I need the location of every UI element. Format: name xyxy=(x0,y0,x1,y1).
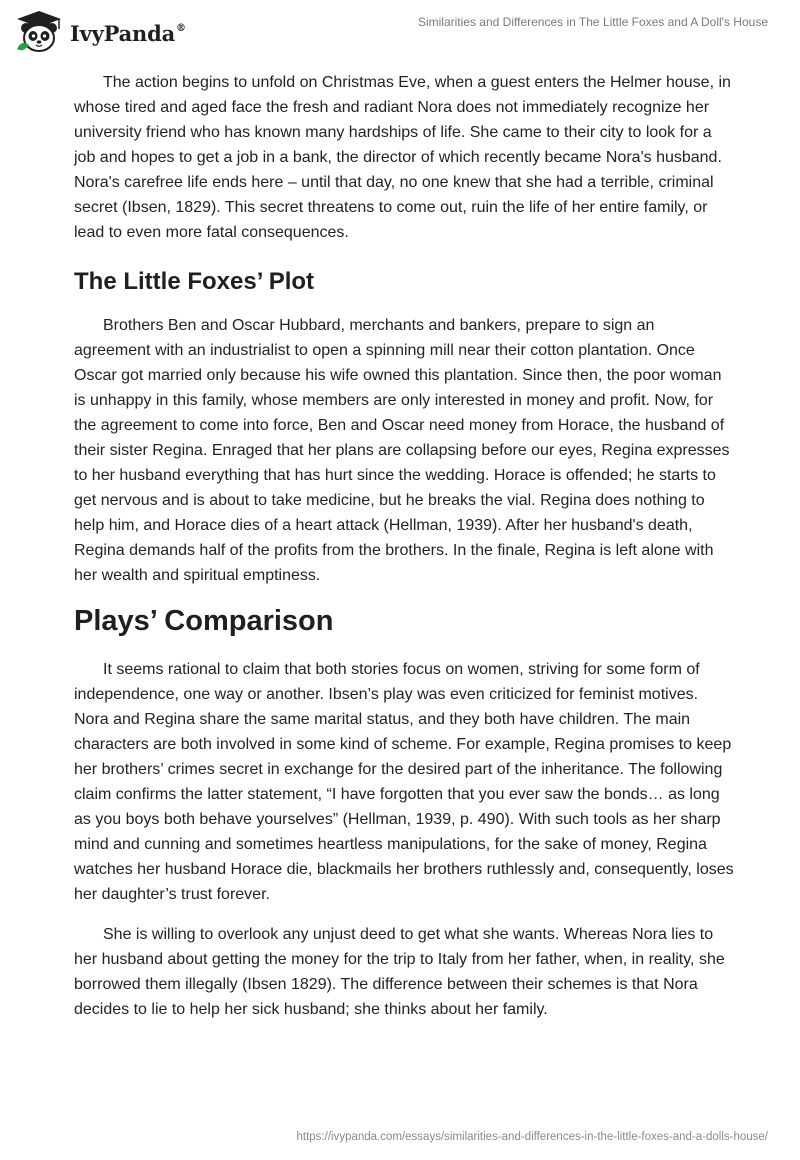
document-title: Similarities and Differences in The Little Foxes and A Doll's House xyxy=(417,15,768,29)
panda-graduate-icon xyxy=(14,9,64,55)
section-heading-plot: The Little Foxes’ Plot xyxy=(74,268,315,295)
essay-content xyxy=(74,70,734,1037)
ivypanda-logo[interactable] xyxy=(14,9,186,55)
brand-name: IvyPanda® xyxy=(70,21,186,46)
source-url-link[interactable]: https://ivypanda.com/essays/similarities-and-differences-in-the-little-foxes-and-a-dolls-house/ xyxy=(296,1131,768,1143)
comparison-paragraph-1: It seems rational to claim that both stories focus on women, striving for some form of independence, one way or another. Ibsen’s play was even criticized for feminist motives. Nora and Regina share the same marital status, and they both have children. The main characters are both involved in some kind of scheme. For example, Regina promises to keep her brothers’ crimes secret in exchange for the desired part of the inheritance. The following claim confirms the latter statement, “I have forgotten that you ever saw the bonds… as long as you boys both behave yourselves” (Hellman, 1939, p. 490). With such tools as her sharp mind and cunning and sometimes heartless manipulations, for the sake of money, Regina watches her husband Horace die, blackmails her brothers ruthlessly and, consequently, loses her daughter’s trust forever. xyxy=(74,661,734,903)
comparison-paragraph-2: She is willing to overlook any unjust deed to get what she wants. Whereas Nora lies to her husband about getting the money for the trip to Italy from her father, when, in reality, she borrowed them illegally (Ibsen 1829). The difference between their schemes is that Nora decides to lie to help her sick husband; she thinks about her family. xyxy=(74,926,725,1018)
page-header xyxy=(0,0,800,60)
intro-paragraph: The action begins to unfold on Christmas Eve, when a guest enters the Helmer house, in whose tired and aged face the fresh and radiant Nora does not immediately recognize her university friend who has known many hardships of life. She came to their city to look for a job and hopes to get a job in a bank, the director of which recently became Nora's husband. Nora's carefree life ends here – until that day, no one knew that she had a terrible, criminal secret (Ibsen, 1829). This secret threatens to come out, ruin the life of her entire family, or lead to even more fatal consequences. xyxy=(74,74,731,241)
section-heading-comparison: Plays’ Comparison xyxy=(74,605,334,637)
plot-paragraph: Brothers Ben and Oscar Hubbard, merchants and bankers, prepare to sign an agreement with an industrialist to open a spinning mill near their cotton plantation. Once Oscar got married only because his wife owned this plantation. Since then, the poor woman is unhappy in this family, whose members are only interested in money and profit. Now, for the agreement to come into force, Ben and Oscar need money from Horace, the husband of their sister Regina. Enraged that her plans are collapsing before our eyes, Regina expresses to her husband everything that has hurt since the wedding. Horace is offended; he starts to get nervous and is about to take medicine, but he breaks the vial. Regina does nothing to help him, and Horace dies of a heart attack (Hellman, 1939). After her husband's death, Regina demands half of the profits from the brothers. In the finale, Regina is left alone with her wealth and spiritual emptiness. xyxy=(74,317,730,584)
